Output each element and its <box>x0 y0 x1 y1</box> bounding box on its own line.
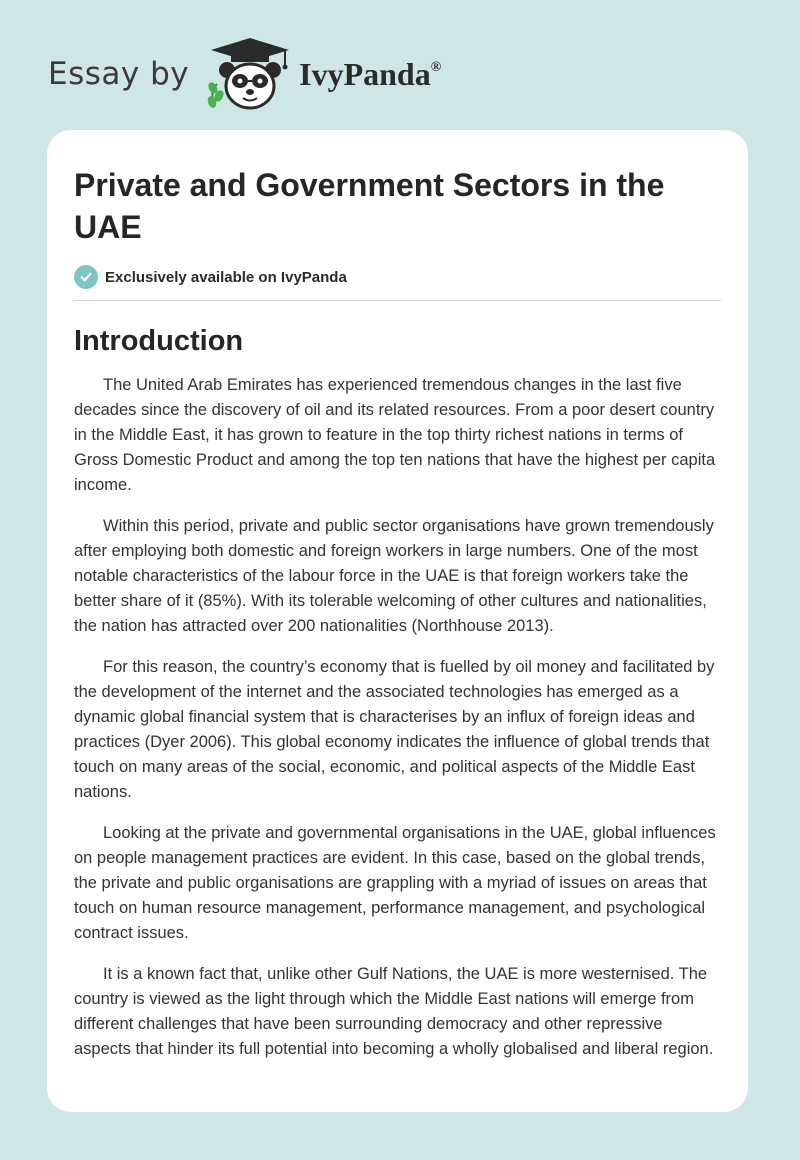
essay-card <box>47 130 748 1112</box>
page-title: Private and Government Sectors in the UAE <box>74 167 665 245</box>
registered-mark: ® <box>430 59 442 75</box>
panda-logo-icon[interactable] <box>205 36 295 112</box>
paragraph: The United Arab Emirates has experienced tremendous changes in the last five decades since the discovery of oil and its related resources. From a poor desert country in the Middle East, it has grown to feature in the top thirty richest nations in terms of Gross Domestic Product and among the top ten nations that have the highest per capita income. <box>74 376 716 494</box>
paragraph: For this reason, the country’s economy that is fuelled by oil money and facilitated by the development of the internet and the associated technologies has emerged as a dynamic global financial system that is characterises by an influx of foreign ideas and practices (Dyer 2006). This global economy indicates the influence of global trends that touch on many areas of the social, economic, and political aspects of the Middle East nations. <box>74 658 715 801</box>
paragraph: Looking at the private and governmental organisations in the UAE, global influences on people management practices are evident. In this case, based on the global trends, the private and public organisations are grappling with a myriad of issues on areas that touch on human resource management, performance management, and psychological contract issues. <box>74 824 716 942</box>
brand-name[interactable]: IvyPanda® <box>299 55 442 92</box>
paragraph: It is a known fact that, unlike other Gulf Nations, the UAE is more westernised. The country is viewed as the light through which the Middle East nations will emerge from different challenges that have been surrounding democracy and other repressive aspects that hinder its full potential into becoming a wholly globalised and liberal region. <box>74 965 714 1058</box>
badge-text: Exclusively available on IvyPanda <box>105 268 347 286</box>
divider <box>74 300 721 301</box>
paragraph: Within this period, private and public sector organisations have grown tremendously after employing both domestic and foreign workers in large numbers. One of the most notable characteristics of the labour force in the UAE is that foreign workers take the better share of it (85%). With its tolerable welcoming of other cultures and nationalities, the nation has attracted over 200 nationalities (Northhouse 2013). <box>74 517 714 635</box>
site-header <box>48 36 441 112</box>
section-heading: Introduction <box>74 325 244 357</box>
exclusive-badge <box>74 264 721 290</box>
essay-by-label: Essay by <box>48 56 190 92</box>
check-icon <box>74 265 98 289</box>
